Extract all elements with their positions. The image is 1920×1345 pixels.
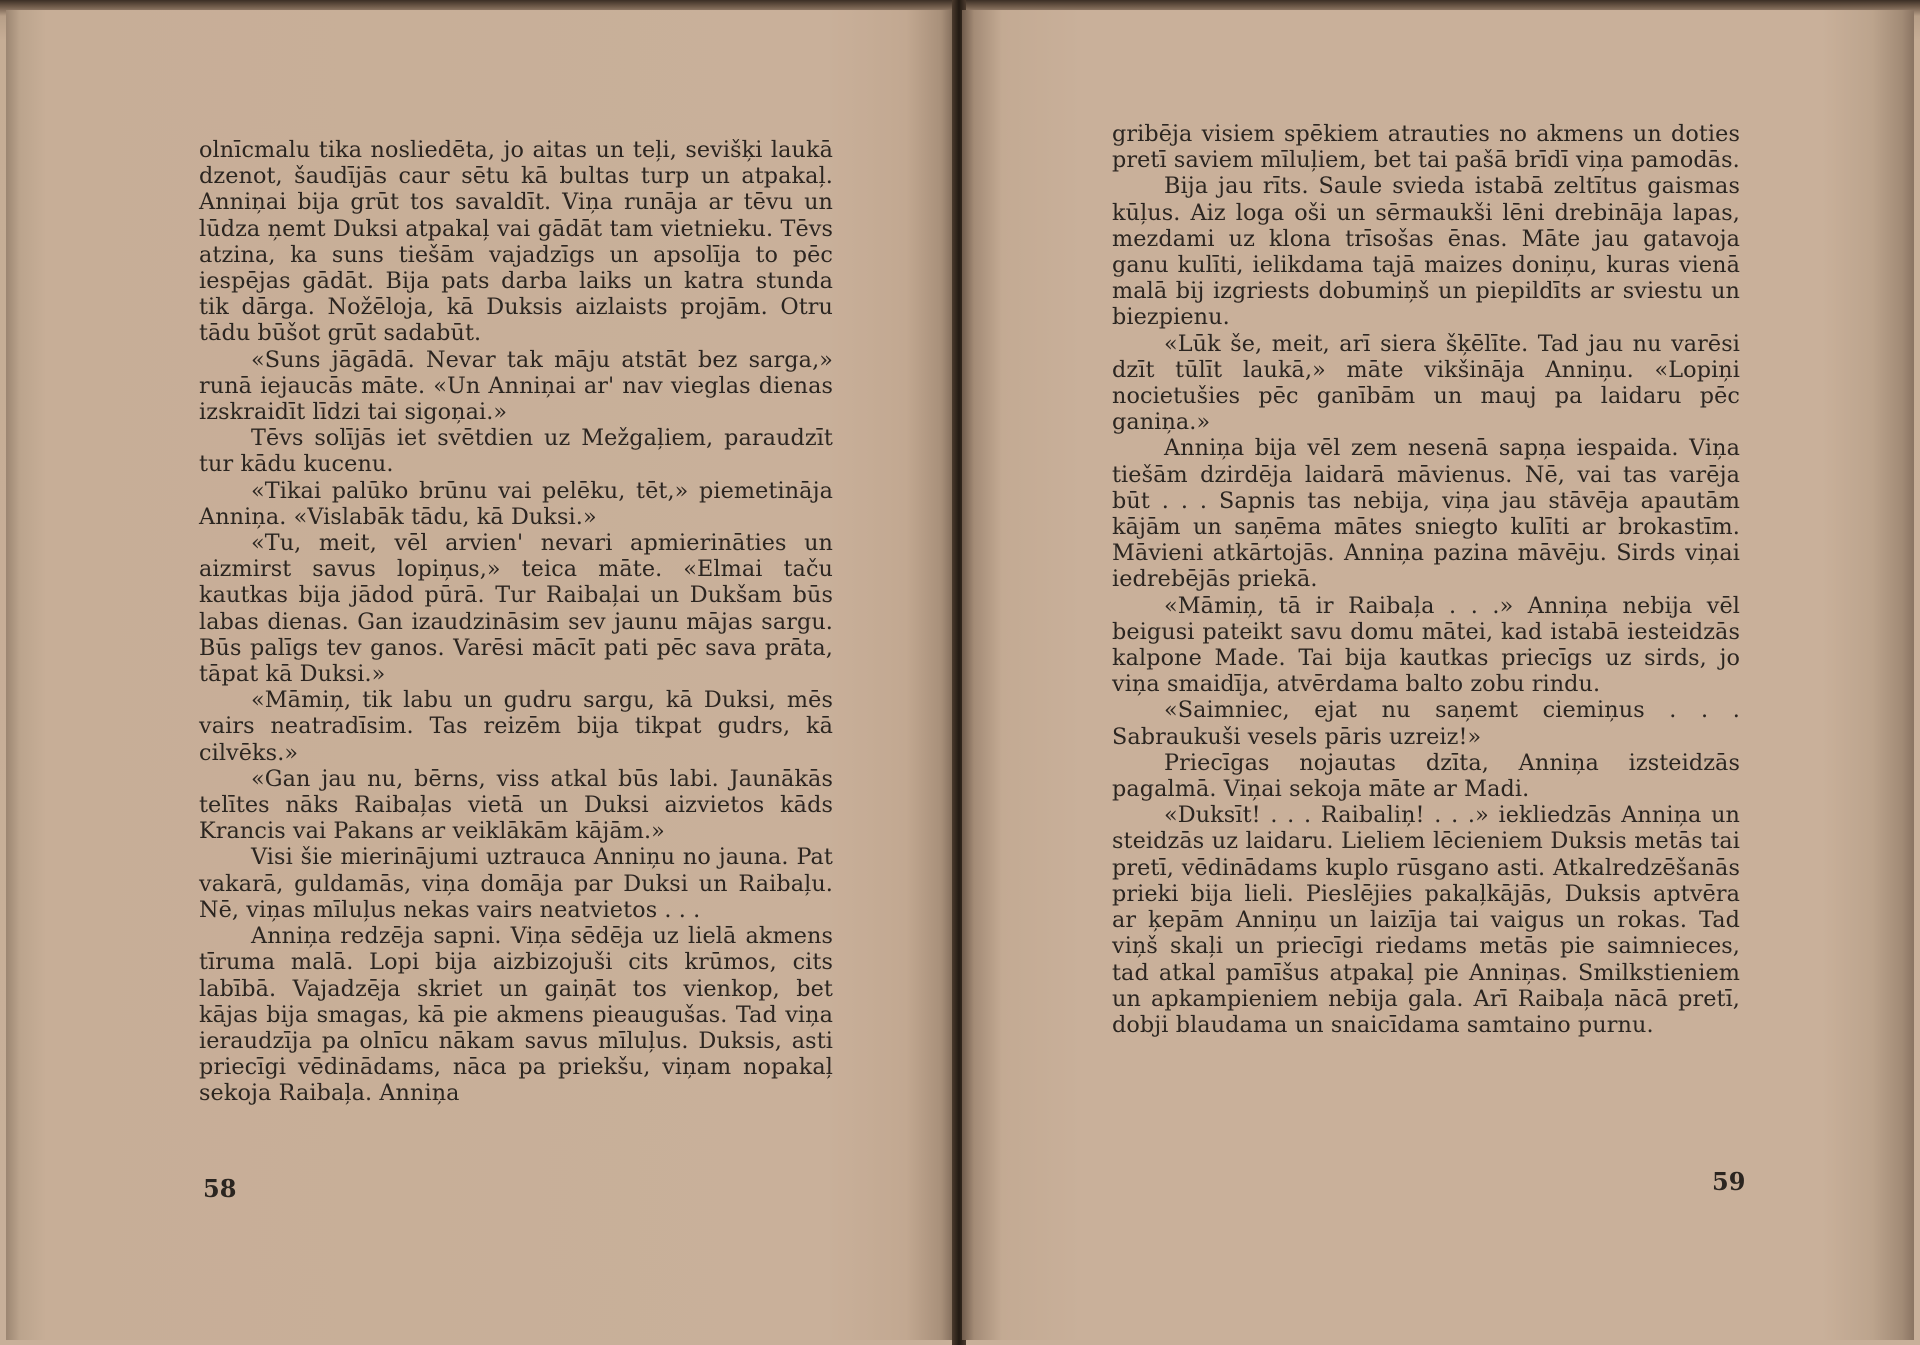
paragraph: «Tikai palūko brūnu vai pelēku, tēt,» piemetināja Anniņa. «Vislabāk tādu, kā Duksi.»	[199, 477, 833, 530]
paragraph: «Gan jau nu, bērns, viss atkal būs labi. Jaunākās telītes nāks Raibaļas vietā un Duksi aizvietos kāds Krancis vai Pakans ar veiklākām kājām.»	[199, 765, 833, 845]
paragraph: «Duksīt! . . . Raibaliņ! . . .» iekliedzās Anniņa un steidzās uz laidaru. Lieliem lēcieniem Duksis metās tai pretī, vēdinādams kuplo rūsgano asti. Atkalredzēšanās prieki bija lieli. Pieslējies pakaļkājās, Duksis aptvēra ar ķepām Anniņu un laizīja tai vaigus un rokas. Tad viņš skaļi un priecīgi riedams metās pie saimnieces, tad atkal pamīšus atpakaļ pie Anniņas. Smilkstieniem un apkampieniem nebija gala. Arī Raibaļa nācā pretī, dobji blaudama un snaicīdama samtaino purnu.	[1112, 802, 1740, 1038]
paragraph: gribēja visiem spēkiem atrauties no akmens un doties pretī saviem mīluļiem, bet tai pašā brīdī viņa pamodās.	[1112, 121, 1740, 174]
paragraph: Tēvs solījās iet svētdien uz Mežgaļiem, paraudzīt tur kādu kucenu.	[199, 425, 833, 478]
paragraph: Priecīgas nojautas dzīta, Anniņa izsteidzās pagalmā. Viņai sekoja māte ar Madi.	[1112, 749, 1740, 803]
paragraph: «Tu, meit, vēl arvien' nevari apmierināties un aizmirst savus lopiņus,» teica māte. «Elmai taču kautkas bija jādod pūrā. Tur Raibaļai un Dukšam būs labas dienas. Gan izaudzināsim sev jaunu mājas sargu. Būs palīgs tev ganos. Varēsi mācīt pati pēc sava prāta, tāpat kā Duksi.»	[199, 530, 833, 688]
paragraph: «Māmiņ, tā ir Raibaļa . . .» Anniņa nebija vēl beigusi pateikt savu domu mātei, kad istabā iesteidzās kalpone Made. Tai bija kautkas priecīgs uz sirds, jo viņa smaidīja, atvērdama balto zobu rindu.	[1112, 592, 1740, 698]
page-number: 59	[1712, 1167, 1746, 1196]
paragraph: «Suns jāgādā. Nevar tak māju atstāt bez sarga,» runā iejaucās māte. «Un Anniņai ar' nav vieglas dienas izskraidīt līdzi tai sigoņai.»	[199, 346, 833, 426]
paragraph: «Saimniec, ejat nu saņemt ciemiņus . . . Sabraukuši vesels pāris uzreiz!»	[1112, 697, 1740, 750]
paragraph: «Lūk še, meit, arī siera šķēlīte. Tad jau nu varēsi dzīt tūlīt laukā,» māte vikšināja Anniņu. «Lopiņi nocietušies pēc ganībām un mauj pa laidaru pēc ganiņa.»	[1112, 330, 1740, 436]
paragraph: Bija jau rīts. Saule svieda istabā zeltītus gaismas kūļus. Aiz loga oši un sērmaukši lēni drebināja lapas, mezdami uz klona trīsošas ēnas. Māte jau gatavoja ganu kulīti, ielikdama tajā maizes doniņu, kuras vienā malā bij izgriests dobumiņš un piepildīts ar sviestu un biezpienu.	[1112, 173, 1740, 331]
right-page-text	[1112, 121, 1740, 1038]
paragraph: Visi šie mierinājumi uztrauca Anniņu no jauna. Pat vakarā, guldamās, viņa domāja par Duksi un Raibaļu. Nē, viņas mīluļus nekas vairs neatvietos . . .	[199, 844, 833, 923]
paragraph: Anniņa bija vēl zem nesenā sapņa iespaida. Viņa tiešām dzirdēja laidarā māvienus. Nē, vai tas varēja būt . . . Sapnis tas nebija, viņa jau stāvēja apautām kājām un saņēma mātes sniegto kulīti ar brokastīm. Māvieni atkārtojās. Anniņa pazina māvēju. Sirds viņai iedrebējās priekā.	[1112, 435, 1740, 593]
page-number: 58	[203, 1174, 237, 1203]
left-page-text	[199, 137, 833, 1107]
paragraph: «Māmiņ, tik labu un gudru sargu, kā Duksi, mēs vairs neatradīsim. Tas reizēm bija tikpat gudrs, kā cilvēks.»	[199, 687, 833, 766]
paragraph: Anniņa redzēja sapni. Viņa sēdēja uz lielā akmens tīruma malā. Lopi bija aizbizojuši cits krūmos, cits labībā. Vajadzēja skriet un gaiņāt tos vienkop, bet kājas bija smagas, kā pie akmens pieaugušas. Tad viņa ieraudzīja pa olnīcu nākam savus mīluļus. Duksis, asti priecīgi vēdinādams, nāca pa priekšu, viņam nopakaļ sekoja Raibaļa. Anniņa	[199, 923, 833, 1107]
paragraph: olnīcmalu tika nosliedēta, jo aitas un teļi, sevišķi laukā dzenot, šaudījās caur sētu kā bultas turp un atpakaļ. Anniņai bija grūt tos savaldīt. Viņa runāja ar tēvu un lūdza ņemt Duksi atpakaļ vai gādāt tam vietnieku. Tēvs atzina, ka suns tiešām vajadzīgs un apsolīja to pēc iespējas gādāt. Bija pats darba laiks un katra stunda tik dārga. Nožēloja, kā Duksis aizlaists projām. Otru tādu būšot grūt sadabūt.	[199, 137, 833, 347]
right-page	[962, 10, 1914, 1340]
left-page	[6, 10, 956, 1340]
